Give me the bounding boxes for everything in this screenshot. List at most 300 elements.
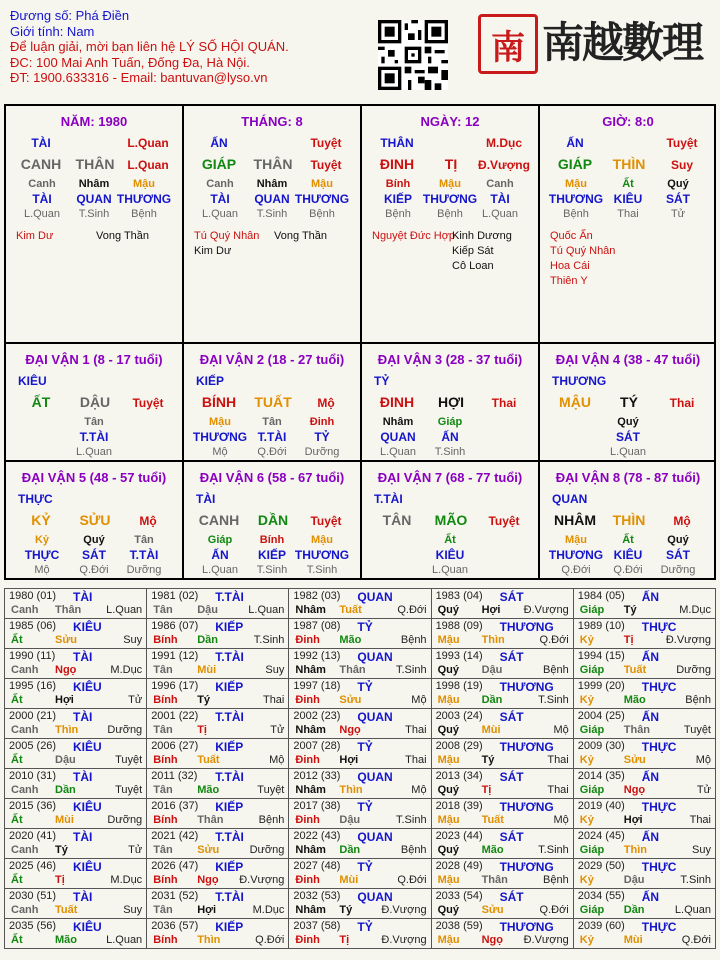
daivan-god: TÀI: [196, 492, 216, 506]
year-cell-inner: [7, 799, 144, 828]
year-stem: Mậu: [437, 934, 460, 946]
daivan-hidden-stem: Tân: [262, 416, 282, 428]
pillar-star: Tú Quý Nhân: [550, 245, 616, 257]
hidden-state: T.Sinh: [256, 208, 288, 220]
hidden-state: Bệnh: [437, 208, 463, 220]
year-stem: Nhâm: [295, 784, 326, 796]
daivan-hidden-state: Mộ: [212, 446, 228, 458]
brand-logo: 南越數理: [542, 18, 703, 67]
year-cell: [289, 919, 431, 949]
year-god: KIẾP: [215, 800, 244, 814]
year-branch: Mão: [623, 694, 646, 706]
year-cell-inner: [149, 889, 286, 918]
daivan-hidden-stem: Quý: [83, 534, 105, 546]
year-label: 1998 (19): [435, 680, 483, 692]
year-state: Dưỡng: [676, 664, 711, 676]
year-state: Đ.Vượng: [239, 874, 285, 886]
pillar-top-state: M.Dục: [486, 136, 522, 150]
daivan-branch: HỢI: [438, 394, 464, 410]
year-stem: Ất: [11, 634, 23, 646]
year-state: M.Dục: [252, 904, 285, 916]
year-god: SÁT: [499, 590, 524, 604]
year-god: THỰC: [641, 680, 677, 694]
daivan-branch: DẬU: [79, 394, 111, 410]
daivan-title: ĐẠI VẬN 7 (68 - 77 tuổi): [377, 470, 523, 485]
year-stem: Canh: [11, 904, 39, 916]
year-cell: [289, 649, 431, 679]
year-branch: Dần: [197, 634, 218, 646]
hidden-stem: Mậu: [565, 178, 587, 190]
year-stem: Kỷ: [579, 934, 594, 946]
seal-stamp: 南: [478, 14, 538, 74]
year-branch: Mùi: [481, 724, 501, 736]
year-cell-inner: [7, 739, 144, 768]
year-branch: Tuất: [339, 604, 362, 616]
pillar-branch: THÂN: [253, 156, 293, 172]
year-cell-inner: [291, 799, 428, 828]
year-god: TÀI: [73, 710, 93, 724]
hidden-stem: Canh: [28, 178, 56, 190]
pillar-star: Quốc Ấn: [550, 230, 593, 242]
year-stem: Mậu: [437, 754, 460, 766]
year-cell: [5, 679, 147, 709]
year-state: Đ.Vượng: [665, 634, 711, 646]
daivan-god: KIÊU: [18, 374, 47, 388]
year-state: T.Sinh: [253, 634, 285, 646]
year-cell: [5, 799, 147, 829]
year-god: T.TÀI: [215, 710, 244, 724]
year-cell-inner: [434, 739, 571, 768]
pillar-branch-state: Đ.Vượng: [478, 158, 530, 172]
year-stem: Kỷ: [579, 754, 594, 766]
year-cell-inner: [434, 889, 571, 918]
contact-note: Để luận giải, mời bạn liên hệ LÝ SỐ HỘI QUÁN.: [10, 39, 289, 54]
hidden-god: TÀI: [490, 192, 510, 206]
year-state: Mộ: [553, 724, 569, 736]
year-label: 1988 (09): [435, 620, 483, 632]
year-branch: Mão: [339, 634, 362, 646]
year-cell: [147, 859, 289, 889]
year-label: 2002 (23): [293, 710, 341, 722]
year-god: THỰC: [641, 740, 677, 754]
year-god: TÀI: [73, 830, 93, 844]
year-branch: Mão: [481, 844, 504, 856]
year-cell: [431, 919, 573, 949]
year-god: THƯƠNG: [499, 800, 554, 814]
year-stem: Đinh: [295, 814, 320, 826]
year-label: 1985 (06): [9, 620, 57, 632]
year-cell-inner: [576, 619, 713, 648]
year-god: QUAN: [357, 650, 393, 664]
year-label: 2023 (44): [435, 830, 483, 842]
year-branch: Hợi: [623, 814, 643, 826]
year-cell: [5, 769, 147, 799]
year-cell: [573, 589, 715, 619]
year-cell-inner: [576, 679, 713, 708]
daivan-state: Tuyệt: [488, 514, 520, 528]
year-cell: [573, 889, 715, 919]
year-stem: Nhâm: [295, 664, 326, 676]
year-branch: Tị: [339, 934, 350, 946]
year-label: 1994 (15): [577, 650, 625, 662]
year-cell: [147, 649, 289, 679]
year-label: 2019 (40): [577, 800, 625, 812]
year-branch: Hợi: [197, 904, 217, 916]
pillar-title: NĂM: 1980: [60, 114, 128, 129]
year-cell-inner: [149, 859, 286, 888]
year-god: QUAN: [357, 770, 393, 784]
year-god: KIẾP: [215, 620, 244, 634]
year-branch: Ngọ: [197, 874, 219, 886]
hidden-god: SÁT: [666, 192, 690, 206]
pillar-top-god: TÀI: [31, 136, 51, 150]
year-cell: [147, 769, 289, 799]
year-cell-inner: [434, 649, 571, 678]
pillar-stem: CANH: [20, 156, 62, 172]
year-label: 2022 (43): [293, 830, 341, 842]
year-cell: [147, 679, 289, 709]
daivan-hidden-stem: Kỷ: [34, 534, 50, 546]
year-label: 1981 (02): [151, 590, 199, 602]
year-branch: Hợi: [339, 754, 359, 766]
year-state: M.Dục: [679, 604, 711, 616]
year-row: [5, 919, 716, 949]
daivan-branch: TÝ: [620, 394, 638, 410]
year-cell: [5, 919, 147, 949]
year-branch: Tý: [623, 604, 637, 616]
year-cell-inner: [434, 769, 571, 798]
year-label: 2015 (36): [9, 800, 57, 812]
year-cell: [147, 589, 289, 619]
year-stem: Ất: [11, 934, 23, 946]
year-cell: [573, 919, 715, 949]
daivan-hidden-god: T.TÀI: [79, 430, 109, 444]
year-stem: Quý: [437, 664, 459, 676]
daivan-stem: ĐINH: [379, 394, 415, 410]
daivan-hidden-stem: Tân: [134, 534, 154, 546]
daivan-hidden-stem: Nhâm: [382, 416, 414, 428]
year-label: 1996 (17): [151, 680, 199, 692]
year-god: T.TÀI: [215, 650, 244, 664]
year-state: L.Quan: [106, 604, 143, 616]
daivan-hidden-stem: Mậu: [209, 416, 231, 428]
year-row: [5, 709, 716, 739]
pillar-title: NGÀY: 12: [420, 114, 480, 129]
year-cell-inner: [291, 919, 428, 948]
year-cell: [5, 619, 147, 649]
hidden-stem: Mậu: [133, 178, 155, 190]
year-label: 2025 (46): [9, 860, 57, 872]
year-stem: Quý: [437, 904, 459, 916]
daivan-hidden-state: L.Quan: [379, 446, 417, 458]
hidden-state: Bệnh: [309, 208, 335, 220]
year-god: TÀI: [73, 650, 93, 664]
year-branch: Tuất: [55, 904, 78, 916]
year-label: 1995 (16): [9, 680, 57, 692]
address: ĐC: 100 Mai Anh Tuấn, Đống Đa, Hà Nội.: [10, 54, 250, 70]
year-stem: Quý: [437, 604, 459, 616]
hidden-god: THƯƠNG: [116, 192, 172, 206]
year-god: QUAN: [357, 710, 393, 724]
year-stem: Đinh: [295, 934, 320, 946]
year-label: 2024 (45): [577, 830, 625, 842]
year-state: Bệnh: [543, 664, 569, 676]
daivan-hidden-state: T.Sinh: [434, 446, 466, 458]
daivan-hidden-stem: Ất: [444, 534, 456, 546]
year-state: Đ.Vượng: [523, 934, 569, 946]
hidden-god: QUAN: [76, 192, 112, 206]
daivan-state: Mộ: [673, 514, 691, 528]
daivan-hidden-stem: Bính: [259, 534, 285, 546]
daivan-hidden-stem: Quý: [667, 534, 689, 546]
hidden-god: TÀI: [210, 192, 230, 206]
year-branch: Ngọ: [339, 724, 361, 736]
daivan-title: ĐẠI VẬN 6 (58 - 67 tuổi): [199, 470, 345, 485]
year-label: 2013 (34): [435, 770, 483, 782]
year-stem: Canh: [11, 604, 39, 616]
year-branch: Mão: [197, 784, 220, 796]
year-label: 2000 (21): [9, 710, 57, 722]
year-label: 2011 (32): [151, 770, 198, 782]
year-row: [5, 889, 716, 919]
year-stem: Tân: [153, 724, 173, 736]
year-cell: [431, 649, 573, 679]
year-cell-inner: [149, 769, 286, 798]
year-stem: Bính: [153, 694, 178, 706]
year-cell-inner: [149, 679, 286, 708]
daivan-state: Thai: [491, 396, 517, 410]
year-label: 1997 (18): [293, 680, 341, 692]
year-god: KIẾP: [215, 920, 244, 934]
daivan-hidden-stem: Tân: [84, 416, 104, 428]
daivan-stem: BÍNH: [201, 394, 237, 410]
year-row: [5, 649, 716, 679]
year-cell: [289, 679, 431, 709]
year-label: 2030 (51): [9, 890, 57, 902]
daivan-god: THƯƠNG: [552, 374, 607, 388]
year-cell-inner: [576, 649, 713, 678]
year-cell-inner: [434, 919, 571, 948]
year-label: 2035 (56): [9, 920, 57, 932]
hidden-stem: Mậu: [439, 178, 461, 190]
year-stem: Canh: [11, 724, 39, 736]
year-branch: Tuất: [623, 664, 647, 676]
year-branch: Thân: [623, 724, 651, 736]
year-cell: [431, 679, 573, 709]
year-branch: Sửu: [197, 844, 220, 856]
year-god: THƯƠNG: [499, 740, 554, 754]
year-branch: Mùi: [623, 934, 643, 946]
year-cell-inner: [576, 799, 713, 828]
daivan-hidden-stem: Giáp: [437, 416, 463, 428]
daivan-title: ĐẠI VẬN 2 (18 - 27 tuổi): [199, 352, 345, 367]
year-cell: [5, 589, 147, 619]
daivan-god: TỶ: [374, 374, 390, 388]
year-state: Thai: [262, 694, 285, 706]
pillar-top-state: Tuyệt: [310, 136, 342, 150]
year-stem: Bính: [153, 754, 178, 766]
year-stem: Quý: [437, 724, 459, 736]
pillar-branch: TỊ: [444, 156, 458, 172]
year-cell: [147, 799, 289, 829]
year-cell-inner: [291, 589, 428, 618]
year-god: QUAN: [357, 890, 393, 904]
year-state: Tử: [696, 784, 711, 796]
year-label: 2007 (28): [293, 740, 341, 752]
year-label: 2027 (48): [293, 860, 341, 872]
year-cell-inner: [7, 649, 144, 678]
daivan-hidden-god: TỶ: [314, 430, 330, 444]
daivan-hidden-stem: Ất: [622, 534, 634, 546]
hidden-god: THƯƠNG: [548, 192, 604, 206]
daivan-god: THỰC: [18, 492, 53, 506]
year-cell-inner: [149, 709, 286, 738]
year-state: Mộ: [269, 754, 285, 766]
year-cell: [431, 889, 573, 919]
daivan-title: ĐẠI VẬN 1 (8 - 17 tuổi): [25, 352, 163, 367]
year-cell: [5, 649, 147, 679]
year-cell: [147, 919, 289, 949]
daivan-hidden-state: Dưỡng: [660, 564, 696, 576]
year-branch: Mão: [55, 934, 77, 946]
year-state: Bệnh: [400, 634, 427, 646]
daivan-stem: CANH: [198, 512, 240, 528]
year-god: THỰC: [641, 920, 677, 934]
year-cell: [573, 859, 715, 889]
year-stem: Quý: [437, 844, 459, 856]
daivan-state: Tuyệt: [310, 514, 342, 528]
daivan-hidden-state: L.Quan: [609, 446, 647, 458]
year-label: 2038 (59): [435, 920, 483, 932]
year-state: Dưỡng: [249, 844, 285, 856]
year-state: Suy: [265, 664, 285, 676]
year-branch: Dần: [481, 694, 503, 706]
year-stem: Giáp: [579, 664, 605, 676]
year-branch: Dần: [623, 904, 645, 916]
hidden-state: L.Quan: [23, 208, 61, 220]
daivan-hidden-stem: Giáp: [207, 534, 233, 546]
year-branch: Tuất: [481, 814, 504, 826]
year-branch: Sửu: [339, 694, 362, 706]
year-god: THƯƠNG: [499, 620, 554, 634]
year-stem: Giáp: [579, 844, 605, 856]
year-god: KIẾP: [215, 680, 244, 694]
year-stem: Nhâm: [295, 844, 326, 856]
year-stem: Bính: [153, 934, 178, 946]
year-god: THƯƠNG: [499, 860, 554, 874]
hidden-god: KIẾP: [383, 192, 412, 206]
year-cell: [289, 709, 431, 739]
year-cell-inner: [149, 619, 286, 648]
year-label: 1993 (14): [435, 650, 483, 662]
pillar-stem: GIÁP: [557, 156, 593, 172]
year-cell-inner: [7, 859, 144, 888]
hidden-god: TÀI: [32, 192, 52, 206]
year-stem: Quý: [437, 784, 459, 796]
year-state: L.Quan: [248, 604, 285, 616]
year-branch: Sửu: [623, 754, 646, 766]
year-god: KIẾP: [215, 740, 244, 754]
year-god: SÁT: [499, 890, 524, 904]
year-cell-inner: [149, 649, 286, 678]
year-row: [5, 799, 716, 829]
year-stem: Mậu: [437, 814, 460, 826]
year-state: Đ.Vượng: [523, 604, 569, 616]
year-stem: Kỷ: [579, 694, 594, 706]
hidden-state: Tử: [670, 208, 686, 220]
year-god: THỰC: [641, 620, 677, 634]
year-label: 2033 (54): [435, 890, 483, 902]
year-state: Mộ: [695, 754, 711, 766]
year-god: THƯƠNG: [499, 680, 554, 694]
daivan-hidden-state: L.Quan: [431, 564, 469, 576]
pillar-top-state: Tuyệt: [666, 136, 698, 150]
daivan-hidden-god: SÁT: [82, 548, 106, 562]
daivan-hidden-god: T.TÀI: [257, 430, 287, 444]
year-cell: [431, 619, 573, 649]
daivan-god: KIẾP: [196, 374, 225, 388]
year-stem: Canh: [11, 784, 39, 796]
hidden-stem: Mậu: [311, 178, 333, 190]
year-row: [5, 859, 716, 889]
daivan-hidden-god: KIÊU: [613, 548, 643, 562]
daivan-title: ĐẠI VẬN 4 (38 - 47 tuổi): [555, 352, 701, 367]
year-cell: [147, 889, 289, 919]
year-state: Q.Đới: [397, 874, 427, 886]
daivan-stem: NHÂM: [554, 512, 596, 528]
year-cell-inner: [434, 679, 571, 708]
year-cell: [573, 679, 715, 709]
year-god: SÁT: [499, 770, 524, 784]
year-cell-inner: [291, 829, 428, 858]
daivan-hidden-state: Q.Đới: [613, 564, 643, 576]
year-god: T.TÀI: [215, 770, 244, 784]
year-state: L.Quan: [106, 934, 143, 946]
daivan-hidden-god: SÁT: [616, 430, 640, 444]
year-branch: Ngọ: [623, 784, 646, 796]
year-god: ẤN: [641, 770, 660, 784]
year-god: THƯƠNG: [499, 920, 554, 934]
year-state: T.Sinh: [395, 814, 427, 826]
year-state: T.Sinh: [395, 664, 427, 676]
year-branch: Ngọ: [481, 934, 503, 946]
year-branch: Tý: [339, 904, 353, 916]
year-cell: [431, 769, 573, 799]
year-branch: Thân: [481, 874, 508, 886]
pillar-star: Vong Thần: [96, 230, 150, 242]
pillar-star: Vong Thần: [274, 230, 328, 242]
year-cell: [147, 829, 289, 859]
year-state: Thai: [547, 784, 569, 796]
year-cell: [431, 829, 573, 859]
year-cell-inner: [149, 589, 286, 618]
year-label: 2017 (38): [293, 800, 341, 812]
year-branch: Dần: [339, 844, 361, 856]
year-cell: [289, 829, 431, 859]
year-state: Q.Đới: [397, 604, 427, 616]
header-info: [10, 8, 289, 86]
year-branch: Thân: [55, 604, 82, 616]
year-cell: [573, 649, 715, 679]
year-god: T.TÀI: [215, 590, 244, 604]
year-god: THỰC: [641, 800, 677, 814]
hidden-state: Thai: [617, 208, 639, 220]
year-cell-inner: [291, 649, 428, 678]
year-cell: [573, 709, 715, 739]
daivan-hidden-state: Mộ: [34, 564, 50, 576]
year-branch: Mùi: [339, 874, 359, 886]
chart-grid: [4, 104, 716, 580]
